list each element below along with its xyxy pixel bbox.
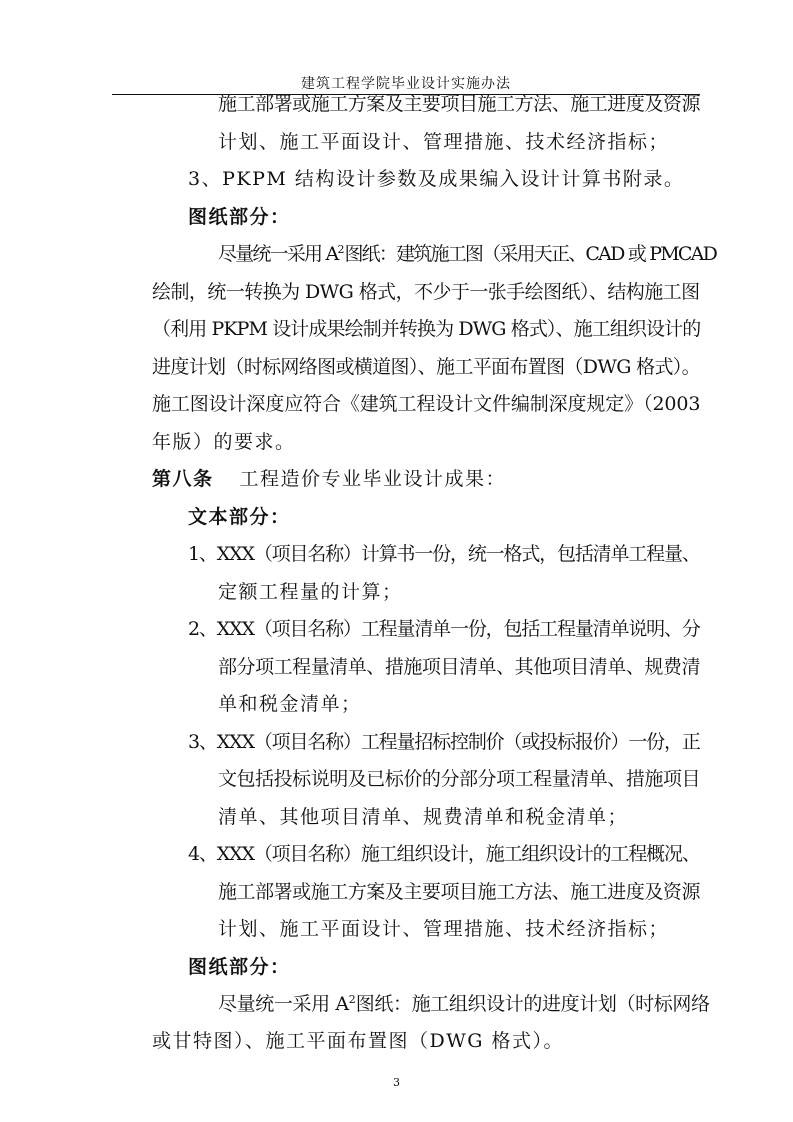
article-title: 工程造价专业毕业设计成果： xyxy=(239,468,507,490)
section-heading: 图纸部分： xyxy=(188,206,291,228)
section-heading: 图纸部分： xyxy=(188,956,291,978)
superscript: 2 xyxy=(337,243,345,256)
text-line: 施工部署或施工方案及主要项目施工方法、施工进度及资源 xyxy=(218,881,701,903)
text-line: （利用 PKPM 设计成果绘制并转换为 DWG 格式）、施工组织设计的 xyxy=(152,318,701,340)
text-span: 尽量统一采用 A xyxy=(218,993,349,1015)
text-line: 计划、施工平面设计、管理措施、技术经济指标； xyxy=(218,918,670,940)
text-line xyxy=(218,992,710,1019)
text-line: 3、XXX（项目名称）工程量招标控制价（或投标报价）一份，正 xyxy=(188,731,700,753)
text-line: 2、XXX（项目名称）工程量清单一份，包括工程量清单说明、分 xyxy=(188,618,700,640)
text-line: 进度计划（时标网络图或横道图）、施工平面布置图（DWG 格式）。 xyxy=(152,356,700,378)
text-line: 4、XXX（项目名称）施工组织设计，施工组织设计的工程概况、 xyxy=(188,843,700,865)
page-number: 3 xyxy=(393,1076,400,1089)
text-line: 施工图设计深度应符合《建筑工程设计文件编制深度规定》（2003 xyxy=(152,393,701,415)
text-line: 绘制，统一转换为 DWG 格式，不少于一张手绘图纸）、结构施工图 xyxy=(152,281,700,303)
text-line: 施工部署或施工方案及主要项目施工方法、施工进度及资源 xyxy=(218,93,701,115)
text-line: 计划、施工平面设计、管理措施、技术经济指标； xyxy=(218,131,670,153)
article-label: 第八条 xyxy=(152,468,214,490)
section-heading: 文本部分： xyxy=(188,506,291,528)
text-line: 定额工程量的计算； xyxy=(218,581,403,603)
text-line: 文包括投标说明及已标价的分部分项工程量清单、措施项目 xyxy=(218,768,701,790)
article-line xyxy=(152,467,506,491)
text-line: 年版）的要求。 xyxy=(152,431,296,453)
text-line: 或甘特图）、施工平面布置图（DWG 格式）。 xyxy=(152,1030,564,1052)
running-header: 建筑工程学院毕业设计实施办法 xyxy=(301,76,511,92)
text-span: 图纸：施工组织设计的进度计划（时标网络 xyxy=(355,993,710,1015)
text-line: 3、PKPM 结构设计参数及成果编入设计计算书附录。 xyxy=(188,168,685,190)
text-line: 1、XXX（项目名称）计算书一份，统一格式，包括清单工程量、 xyxy=(188,543,700,565)
text-line: 清单、其他项目清单、规费清单和税金清单； xyxy=(218,806,629,828)
text-line: 单和税金清单； xyxy=(218,693,362,715)
text-line: 部分项工程量清单、措施项目清单、其他项目清单、规费清 xyxy=(218,656,701,678)
text-span: 尽量统一采用 A xyxy=(218,243,338,265)
text-span: 图纸：建筑施工图（采用天正、CAD 或 PMCAD xyxy=(344,243,717,265)
text-line xyxy=(218,242,716,269)
superscript: 2 xyxy=(348,993,356,1006)
